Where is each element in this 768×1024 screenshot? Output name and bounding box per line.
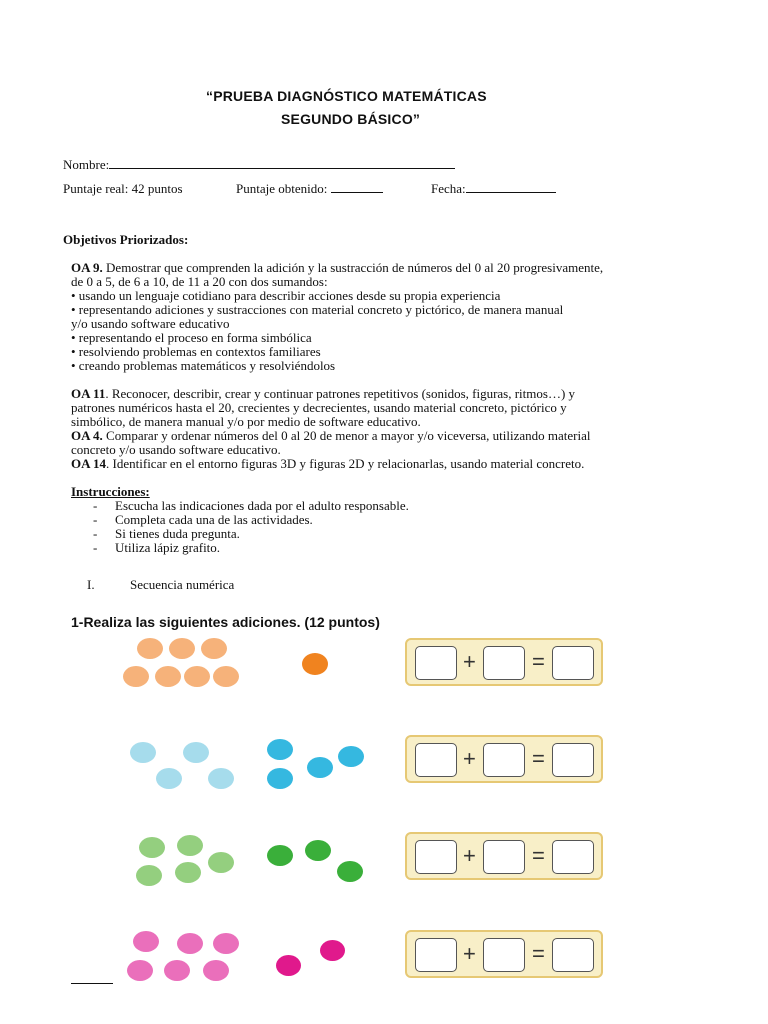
instruccion-item: Utiliza lápiz grafito. xyxy=(115,540,221,555)
plus-sign: + xyxy=(463,941,476,966)
oa14-line xyxy=(71,457,584,471)
oa14-code: OA 14 xyxy=(71,456,107,471)
oa11-line: patrones numéricos hasta el 20, crecientes y decrecientes, usando material concreto, pictórico y xyxy=(71,400,567,415)
addend-b-input[interactable] xyxy=(483,840,525,874)
counter-dot xyxy=(267,768,293,789)
counter-dot xyxy=(184,666,210,687)
puntaje-obtenido-field xyxy=(236,182,383,196)
instruccion-bullet: - xyxy=(93,526,98,541)
counter-dot xyxy=(305,840,331,861)
puntaje-real: Puntaje real: 42 puntos xyxy=(63,181,183,196)
counter-dot xyxy=(213,933,239,954)
oa9-line: • resolviendo problemas en contextos familiares xyxy=(71,344,321,359)
puntaje-obtenido-label: Puntaje obtenido: xyxy=(236,181,328,196)
equals-sign: = xyxy=(532,941,545,966)
counter-dot xyxy=(137,638,163,659)
counter-dot xyxy=(155,666,181,687)
exercise-heading: 1-Realiza las siguientes adiciones. (12 puntos) xyxy=(71,614,380,630)
addend-b-input[interactable] xyxy=(483,646,525,680)
counter-dot xyxy=(169,638,195,659)
oa11-first-line xyxy=(71,387,575,401)
oa9-line: y/o usando software educativo xyxy=(71,316,230,331)
oa9-line: • creando problemas matemáticos y resolviéndolos xyxy=(71,358,336,373)
counter-dot xyxy=(183,742,209,763)
addend-a-input[interactable] xyxy=(415,938,457,972)
sum-input[interactable] xyxy=(552,938,594,972)
sum-input[interactable] xyxy=(552,646,594,680)
counter-dot xyxy=(123,666,149,687)
counter-dot xyxy=(337,861,363,882)
counter-dot xyxy=(156,768,182,789)
sum-input[interactable] xyxy=(552,840,594,874)
counter-dot xyxy=(208,852,234,873)
counter-dot xyxy=(175,862,201,883)
oa9-line: • usando un lenguaje cotidiano para describir acciones desde su propia experiencia xyxy=(71,288,501,303)
oa4-code: OA 4. xyxy=(71,428,103,443)
section-numeral: I. xyxy=(87,577,95,592)
title-line-2: SEGUNDO BÁSICO” xyxy=(281,111,421,127)
oa4-line: concreto y/o usando software educativo. xyxy=(71,442,281,457)
nombre-label: Nombre: xyxy=(63,157,110,172)
fecha-blank[interactable] xyxy=(466,182,556,193)
oa14-text: . Identificar en el entorno figuras 3D y figuras 2D y relacionarlas, usando material concreto. xyxy=(106,456,585,471)
fecha-field xyxy=(431,182,556,196)
counter-dot xyxy=(213,666,239,687)
instruccion-bullet: - xyxy=(93,512,98,527)
oa9-line: • representando el proceso en forma simbólica xyxy=(71,330,312,345)
addend-a-input[interactable] xyxy=(415,743,457,777)
plus-sign: + xyxy=(463,746,476,771)
instruccion-item: Si tienes duda pregunta. xyxy=(115,526,240,541)
addend-a-input[interactable] xyxy=(415,646,457,680)
equals-sign: = xyxy=(532,649,545,674)
oa9-code: OA 9. xyxy=(71,260,103,275)
oa9-text: Demostrar que comprenden la adición y la sustracción de números del 0 al 20 progresivamente, xyxy=(102,260,604,275)
equals-sign: = xyxy=(532,746,545,771)
counter-dot xyxy=(203,960,229,981)
counter-dot xyxy=(127,960,153,981)
oa4-first-line xyxy=(71,429,591,443)
counter-dot xyxy=(267,739,293,760)
counter-dot xyxy=(133,931,159,952)
nombre-blank[interactable] xyxy=(109,158,455,169)
oa9-line: de 0 a 5, de 6 a 10, de 11 a 20 con dos sumandos: xyxy=(71,274,328,289)
instruccion-bullet: - xyxy=(93,540,98,555)
oa11-text: . Reconocer, describir, crear y continuar patrones repetitivos (sonidos, figuras, ritmos…) y xyxy=(105,386,576,401)
oa11-code: OA 11 xyxy=(71,386,106,401)
counter-dot xyxy=(177,933,203,954)
oa9-line: • representando adiciones y sustracciones con material concreto y pictórico, de manera manual xyxy=(71,302,564,317)
addend-a-input[interactable] xyxy=(415,840,457,874)
counter-dot xyxy=(201,638,227,659)
sum-input[interactable] xyxy=(552,743,594,777)
counter-dot xyxy=(177,835,203,856)
oa9-first-line xyxy=(71,261,603,275)
footer-blank-line xyxy=(71,983,113,984)
counter-dot xyxy=(139,837,165,858)
puntaje-obtenido-blank[interactable] xyxy=(331,182,383,193)
counter-dot xyxy=(338,746,364,767)
plus-sign: + xyxy=(463,649,476,674)
fecha-label: Fecha: xyxy=(431,181,466,196)
counter-dot xyxy=(267,845,293,866)
oa11-line: simbólico, de manera manual y/o por medio de software educativo. xyxy=(71,414,421,429)
counter-dot xyxy=(302,653,328,675)
instruccion-item: Completa cada una de las actividades. xyxy=(115,512,313,527)
instruccion-bullet: - xyxy=(93,498,98,513)
addend-b-input[interactable] xyxy=(483,743,525,777)
counter-dot xyxy=(136,865,162,886)
objetivos-heading: Objetivos Priorizados: xyxy=(63,232,189,247)
instrucciones-heading: Instrucciones: xyxy=(71,484,150,499)
equals-sign: = xyxy=(532,843,545,868)
title-line-1: “PRUEBA DIAGNÓSTICO MATEMÁTICAS xyxy=(206,88,487,104)
oa4-text: Comparar y ordenar números del 0 al 20 de menor a mayor y/o viceversa, utilizando material xyxy=(102,428,591,443)
addition-box xyxy=(405,930,603,978)
addend-b-input[interactable] xyxy=(483,938,525,972)
section-title: Secuencia numérica xyxy=(130,577,235,592)
addition-box xyxy=(405,735,603,783)
counter-dot xyxy=(307,757,333,778)
counter-dot xyxy=(164,960,190,981)
counter-dot xyxy=(208,768,234,789)
counter-dot xyxy=(130,742,156,763)
counter-dot xyxy=(276,955,301,976)
addition-box xyxy=(405,832,603,880)
instruccion-item: Escucha las indicaciones dada por el adulto responsable. xyxy=(115,498,409,513)
nombre-field xyxy=(63,158,455,172)
addition-box xyxy=(405,638,603,686)
counter-dot xyxy=(320,940,345,961)
plus-sign: + xyxy=(463,843,476,868)
